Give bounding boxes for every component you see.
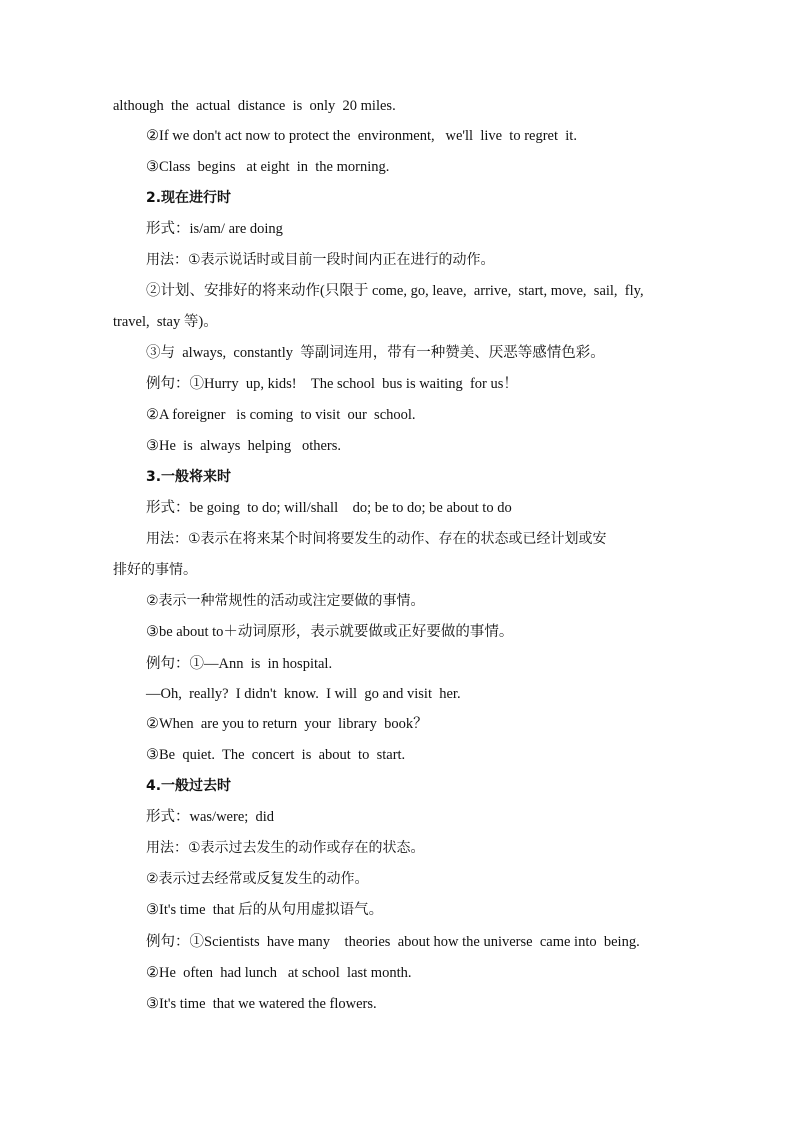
- example-line: 例句：①Scientists have many theories about how the universe came into being.: [146, 934, 640, 950]
- text-line-continuation: although the actual distance is only 20 miles.: [113, 98, 396, 114]
- example-line: —Oh, really? I didn't know. I will go and visit her.: [146, 686, 461, 702]
- example-line: ③It's time that we watered the flowers.: [146, 996, 377, 1012]
- usage-line: 用法：①表示说话时或目前一段时间内正在进行的动作。: [146, 252, 495, 268]
- example-line: ③Class begins at eight in the morning.: [146, 159, 390, 175]
- usage-line: 用法：①表示在将来某个时间将要发生的动作、存在的状态或已经计划或安: [146, 531, 607, 547]
- usage-line: ②表示一种常规性的活动或注定要做的事情。: [146, 593, 425, 609]
- usage-line-continuation: 排好的事情。: [113, 562, 197, 578]
- usage-line: ②计划、安排好的将来动作(只限于 come, go, leave, arrive, start, move, sail, fly,: [146, 283, 644, 299]
- example-line: 例句：①Hurry up, kids! The school bus is waiting for us！: [146, 376, 518, 392]
- usage-line-continuation: travel, stay 等)。: [113, 314, 218, 330]
- example-line: ②He often had lunch at school last month.: [146, 965, 412, 981]
- section-heading-present-continuous: 2.现在进行时: [146, 190, 232, 206]
- example-line: ②A foreigner is coming to visit our school.: [146, 407, 416, 423]
- section-heading-simple-past: 4.一般过去时: [146, 778, 232, 794]
- form-line: 形式：be going to do; will/shall do; be to do; be about to do: [146, 500, 512, 516]
- example-line: ②If we don't act now to protect the environment, we'll live to regret it.: [146, 128, 577, 144]
- usage-line: ③be about to＋动词原形，表示就要做或正好要做的事情。: [146, 624, 514, 640]
- form-line: 形式：is/am/ are doing: [146, 221, 283, 237]
- usage-line: ③与 always, constantly 等副词连用，带有一种赞美、厌恶等感情色彩。: [146, 345, 605, 361]
- example-line: 例句：①—Ann is in hospital.: [146, 656, 333, 672]
- example-line: ③Be quiet. The concert is about to start.: [146, 747, 406, 763]
- form-line: 形式：was/were; did: [146, 809, 275, 825]
- example-line: ②When are you to return your library book？: [146, 716, 428, 732]
- usage-line: 用法：①表示过去发生的动作或存在的状态。: [146, 840, 425, 856]
- section-heading-simple-future: 3.一般将来时: [146, 469, 232, 485]
- usage-line: ③It's time that 后的从句用虚拟语气。: [146, 902, 384, 918]
- example-line: ③He is always helping others.: [146, 438, 342, 454]
- usage-line: ②表示过去经常或反复发生的动作。: [146, 871, 369, 887]
